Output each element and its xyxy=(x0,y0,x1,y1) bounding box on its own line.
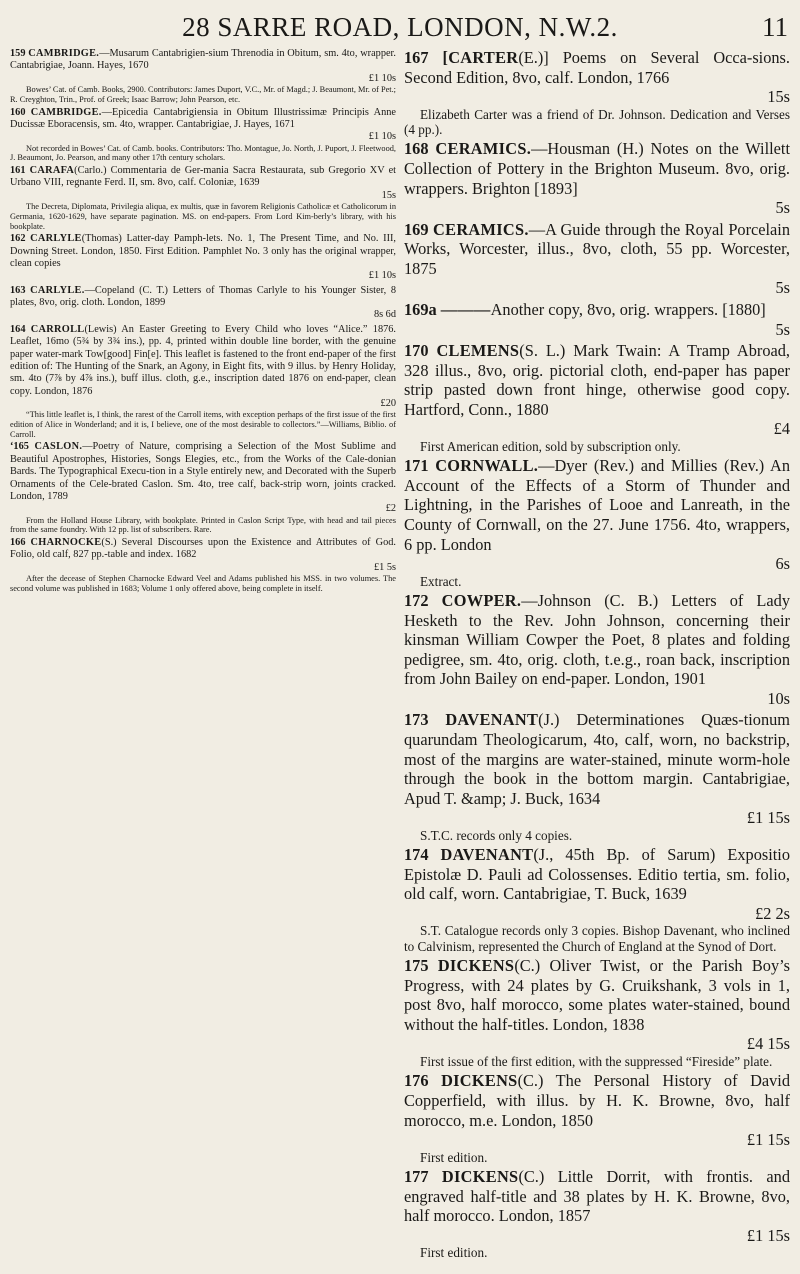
entry-body: (J.) Determinationes Quæs-tionum quarundam Theologicarum, 4to, calf, worn, no backstrip, most of the margins are water-stained, minute worm-hole through the book in the bottom margin. Cantabrigiae, Apud T. &amp; J. Buck, 1634 xyxy=(404,710,790,808)
entry-note: First issue of the first edition, with the suppressed “Fireside” plate. xyxy=(420,1054,773,1070)
right-column xyxy=(404,48,790,1263)
entry-note: The Decreta, Diplomata, Privilegia aliqua, ex multis, quæ in favorem Religionis Catholicæ et Catholicorum in Germania, 1620-1629, have separate pagination. MS. on end-papers. From Lord Kim-berly’s library, with his bookplate. xyxy=(10,202,396,231)
entry-description xyxy=(10,441,396,503)
entry-price: £2 2s xyxy=(755,903,790,923)
entry-note: First American edition, sold by subscription only. xyxy=(420,438,681,454)
entry-author: CERAMICS. xyxy=(435,139,532,159)
entry-body: —Copeland (C. T.) Letters of Thomas Carlyle to his Younger Sister, 8 plates, 8vo, orig. cloth. London, 1899 xyxy=(10,284,397,309)
entry-price: 15s xyxy=(381,189,396,201)
entry-author: CARROLL xyxy=(30,323,85,335)
entry-price: £1 15s xyxy=(746,808,790,828)
entry-number: 167 xyxy=(404,48,429,67)
entry-description xyxy=(404,220,790,279)
entry-author: DAVENANT xyxy=(445,710,539,730)
entry-price: 5s xyxy=(775,278,790,298)
entry-author: DAVENANT xyxy=(440,845,534,865)
entry-price: £2 xyxy=(385,503,396,515)
catalogue-entry xyxy=(404,845,790,954)
entry-note: From the Holland House Library, with bookplate. Printed in Caslon Script Type, with head and tail pieces from the same foundry. With 12 pp. list of subscribers. Rare. xyxy=(10,515,396,535)
entry-note: Not recorded in Bowes’ Cat. of Camb. books. Contributors: Tho. Montague, Jo. North, J. Puport, J. Fleetwood, J. Beaumont, Jo. Pearson, and many other 17th century scholars. xyxy=(10,143,396,163)
entry-price: 5s xyxy=(775,319,790,339)
catalogue-entry xyxy=(10,285,396,322)
page-header xyxy=(10,8,790,48)
entry-price: £4 xyxy=(773,419,790,439)
entry-price: 10s xyxy=(767,688,790,708)
entry-body: Another copy, 8vo, orig. wrappers. [1880] xyxy=(490,299,766,319)
entry-number: 172 xyxy=(404,591,429,611)
catalogue-entry xyxy=(404,220,790,298)
entry-price: £1 15s xyxy=(746,1130,790,1150)
entry-body: (S. L.) Mark Twain: A Tramp Abroad, 328 illus., 8vo, orig. pictorial cloth, end-paper has paper strip pasted down front hinge, otherwise good copy. Hartford, Conn., 1880 xyxy=(404,341,790,419)
catalogue-entry xyxy=(404,139,790,217)
entry-note: After the decease of Stephen Charnocke Edward Veel and Adams published his MSS. in two volumes. The second volume was published in 1683; Volume 1 only offered above, being complete in itself. xyxy=(10,574,396,593)
entry-note: S.T.C. records only 4 copies. xyxy=(420,827,573,843)
catalogue-entry xyxy=(404,300,790,339)
entry-description xyxy=(10,48,396,73)
entry-body: (C.) Oliver Twist, or the Parish Boy’s Progress, with 24 plates by G. Cruikshank, 3 vols in 1, post 8vo, half morocco, some plates water-stained, bound without the half-titles. London, 1838 xyxy=(404,956,790,1034)
entry-body: (E.)] Poems on Several Occa-sions. Second Edition, 8vo, calf. London, 1766 xyxy=(404,48,790,87)
entry-note: First edition. xyxy=(420,1245,488,1261)
entry-note: Elizabeth Carter was a friend of Dr. Johnson. Dedication and Verses (4 pp.). xyxy=(404,106,790,138)
page-number: 11 xyxy=(762,12,788,42)
catalogue-entry xyxy=(10,48,396,105)
entry-author: CORNWALL. xyxy=(435,456,539,476)
running-head: 28 SARRE ROAD, LONDON, N.W.2. xyxy=(182,12,618,42)
entry-author: COWPER. xyxy=(441,591,522,611)
catalogue-entry xyxy=(10,324,396,440)
entry-description xyxy=(404,1167,790,1226)
entry-author: CERAMICS. xyxy=(433,219,529,239)
entry-price: £4 15s xyxy=(746,1034,790,1054)
entry-description xyxy=(10,285,396,310)
entry-number: 175 xyxy=(404,956,429,976)
entry-body: —Musarum Cantabrigien-sium Threnodia in Obitum, sm. 4to, wrapper. Cantabrigiae, Joann. Hayes, 1670 xyxy=(10,48,397,72)
entry-number: 177 xyxy=(404,1167,429,1187)
entry-number: 162 xyxy=(10,233,26,245)
catalogue-entry xyxy=(10,537,396,594)
catalogue-entry xyxy=(10,107,396,164)
entry-number: 159 xyxy=(10,48,26,59)
entry-description xyxy=(10,233,396,270)
entry-price: £1 15s xyxy=(746,1225,790,1245)
entry-number: 161 xyxy=(10,165,26,177)
entry-author: CLEMENS xyxy=(436,341,520,361)
entry-description xyxy=(404,341,790,419)
entry-description xyxy=(404,48,790,87)
entry-author: DICKENS xyxy=(437,956,515,976)
catalogue-entry xyxy=(404,1071,790,1165)
entry-author: DICKENS xyxy=(441,1071,518,1091)
entry-description xyxy=(10,107,396,132)
entry-number: 169a xyxy=(404,299,437,319)
catalogue-entry xyxy=(10,233,396,282)
entry-number: 163 xyxy=(10,284,26,296)
entry-body: (J., 45th Bp. of Sarum) Expositio Epistolæ D. Pauli ad Colossenses. Editio tertia, sm. folio, old calf, worn. Cantabrigiae, T. Buck, 1639 xyxy=(404,845,790,904)
entry-author: ——— xyxy=(440,299,491,319)
entry-number: 171 xyxy=(404,456,429,476)
entry-price: 8s 6d xyxy=(373,309,396,321)
entry-body: (Carlo.) Commentaria de Ger-mania Sacra Restaurata, sub Gregorio XV et Urbano VIII, regnante Ferd. II, sm. 8vo, calf. Coloniæ, 1639 xyxy=(10,165,397,189)
entry-description xyxy=(404,591,790,689)
entry-price: £20 xyxy=(380,397,396,409)
entry-description xyxy=(404,1071,790,1130)
entry-description xyxy=(404,845,790,904)
entry-author: [CARTER xyxy=(442,48,519,67)
entry-description xyxy=(10,165,396,190)
entry-number: ‘165 xyxy=(10,441,29,453)
entry-price: 5s xyxy=(775,198,790,218)
catalogue-entry xyxy=(404,1167,790,1261)
entry-number: 164 xyxy=(10,323,26,335)
entry-body: (Lewis) An Easter Greeting to Every Child who loves “Alice.” 1876. Leaflet, 16mo (5¾ by 3¾ ins.), pp. 4, printed within double line border, with the genuine paper water-mark Tow[good] Fin[e]. This leaflet is fastened to the front end-paper of the first edition of: The Hunting of the Snark, an Agony, in Eight fits, with 9 illus. by Henry Holiday, sm. 4to (7⅞ by 4⅞ ins.), buff illus. cloth, g.e., inscription dated 1876 on end-paper, clean copy. London, 1876 xyxy=(10,323,397,397)
entry-number: 174 xyxy=(404,845,429,865)
entry-price: £1 5s xyxy=(373,561,396,573)
entry-note: Extract. xyxy=(420,573,462,589)
entry-number: 176 xyxy=(404,1071,429,1091)
entry-author: DICKENS xyxy=(441,1167,519,1187)
entry-note: First edition. xyxy=(420,1149,488,1165)
entry-body: (S.) Several Discourses upon the Existence and Attributes of God. Folio, old calf, 827 pp.-table and index. 1682 xyxy=(10,537,396,561)
entry-price: 6s xyxy=(775,554,790,574)
catalogue-entry xyxy=(404,341,790,454)
catalogue-entry xyxy=(404,591,790,708)
entry-body: (Thomas) Latter-day Pamph-lets. No. 1, The Present Time, and No. III, Downing Street. London, 1850. First Edition. Pamphlet No. 3 only has the original wrapper, clean copies xyxy=(10,233,397,269)
entry-author: CARLYLE xyxy=(30,233,82,245)
entry-body: —Johnson (C. B.) Letters of Lady Hesketh to the Rev. John Johnson, concerning their kinsman William Cowper the Poet, 8 plates and folding pedigree, sm. 4to, orig. cloth, t.e.g., roan back, inscription from John Bailey on end-paper. London, 1901 xyxy=(404,591,790,689)
entry-note: S.T. Catalogue records only 3 copies. Bishop Davenant, who inclined to Calvinism, represented the Church of England at the Synod of Dort. xyxy=(404,923,790,954)
entry-number: 173 xyxy=(404,710,429,730)
entry-author: CASLON. xyxy=(34,441,83,453)
entry-body: —Housman (H.) Notes on the Willett Collection of Pottery in the Brighton Museum. 8vo, orig. wrappers. Brighton [1893] xyxy=(404,139,790,198)
entry-description xyxy=(404,456,790,554)
left-column xyxy=(10,48,396,1263)
entry-description xyxy=(10,537,396,562)
catalogue-entry xyxy=(404,710,790,843)
catalogue-entry xyxy=(404,956,790,1069)
entry-description xyxy=(404,956,790,1034)
entry-number: 166 xyxy=(10,537,26,549)
entry-body: —Epicedia Cantabrigiensia in Obitum Illustrissimæ Principis Anne Ducissæ Eboracensis, sm. 4to, wrapper. Cantabrigiae, J. Hayes, 1671 xyxy=(10,106,396,130)
entry-price: £1 10s xyxy=(368,72,396,84)
entry-note: Bowes’ Cat. of Camb. Books, 2900. Contributors: James Duport, V.C., Mr. of Magd.; J. Beaumont, Mr. of Pet.; R. Creyghton, Trin., Prof. of Greek; Isaac Barrow; John Pearson, etc. xyxy=(10,85,396,104)
entry-body: —Dyer (Rev.) and Millies (Rev.) An Account of the Effects of a Storm of Thunder and Lightning, in the Parishes of Looe and Lanreath, in the County of Cornwall, on the 27. June 1756. 4to, wrappers, 6 pp. London xyxy=(404,456,790,554)
entry-price: £1 10s xyxy=(368,131,396,143)
entry-number: 170 xyxy=(404,341,429,361)
catalogue-columns xyxy=(10,48,790,1263)
entry-author: CAMBRIDGE. xyxy=(28,48,100,59)
catalogue-entry xyxy=(404,48,790,137)
entry-author: CHARNOCKE xyxy=(30,537,102,549)
entry-author: CARAFA xyxy=(29,165,75,177)
entry-body: —Poetry of Nature, comprising a Selection of the Most Sublime and Beautiful Apostrophes, Histories, Songs Elegies, etc., from the Works of the Cale-donian Bards. The Typographical Execu-tion in a Style entirely new, and Decorated with the Superb Ornaments of the Cele-brated Caslon. Sm. 4to, tree calf, back-strip worn, joints cracked. London, 1789 xyxy=(10,441,396,502)
entry-number: 168 xyxy=(404,139,429,159)
entry-note: “This little leaflet is, I think, the rarest of the Carroll items, with exception perhaps of the first issue of the first edition of Alice in Wonderland; and it is, I believe, one of the most desirable to collectors.”—Williams, Biblio. of Carroll. xyxy=(10,410,396,439)
entry-author: CAMBRIDGE. xyxy=(30,106,102,118)
entry-description xyxy=(404,300,790,320)
entry-author: CARLYLE. xyxy=(30,284,85,296)
entry-price: £1 10s xyxy=(368,270,396,282)
entry-body: —A Guide through the Royal Porcelain Works, Worcester, illus., 8vo, cloth, 55 pp. Worcester, 1875 xyxy=(404,219,790,278)
catalogue-entry xyxy=(10,165,396,231)
entry-description xyxy=(10,324,396,398)
catalogue-entry xyxy=(10,441,396,535)
entry-number: 169 xyxy=(404,219,429,239)
entry-description xyxy=(404,710,790,808)
entry-description xyxy=(404,139,790,198)
entry-body: (C.) The Personal History of David Copperfield, with illus. by H. K. Browne, 8vo, half morocco, m.e. London, 1850 xyxy=(404,1071,790,1130)
entry-body: (C.) Little Dorrit, with frontis. and engraved half-title and 38 plates by H. K. Browne, 8vo, half morocco. London, 1857 xyxy=(404,1167,790,1226)
catalogue-entry xyxy=(404,456,790,589)
entry-price: 15s xyxy=(767,87,790,107)
entry-number: 160 xyxy=(10,106,26,118)
